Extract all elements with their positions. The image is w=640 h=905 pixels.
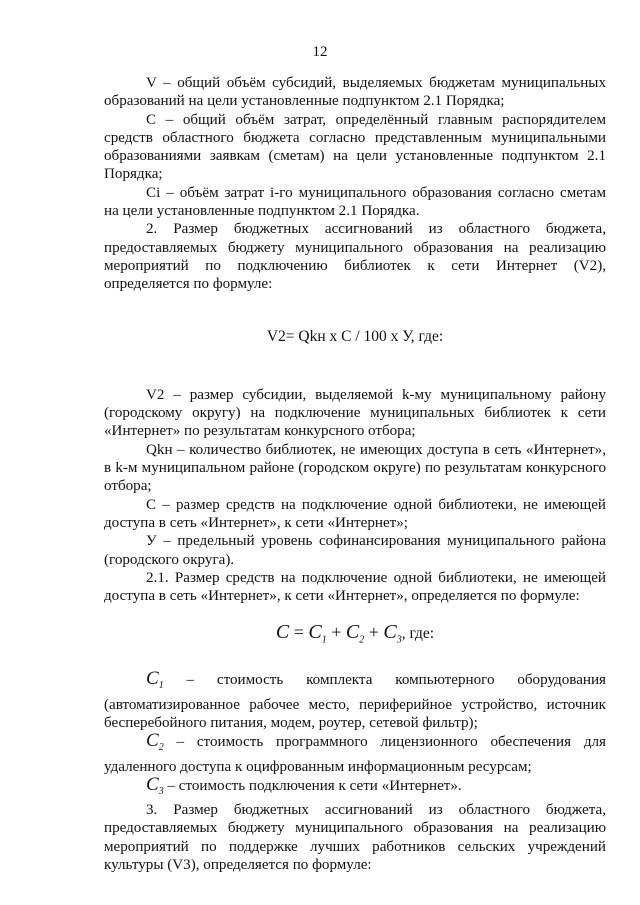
paragraph-section-2: 2. Размер бюджетных ассигнований из областного бюджета, предоставляемых бюджету муниципального образования на реализацию мероприятий по подключению библиотек к сети Интернет (V2), определяется по формуле:	[104, 221, 606, 293]
symbol-c2: C	[146, 730, 159, 752]
page-number: 12	[312, 44, 328, 60]
formula-v2: V2= Qkн х С / 100 х У, где:	[266, 327, 444, 345]
paragraph-ci-definition: Сi – объём затрат i-го муниципального образования согласно сметам на цели установленные подпунктом 2.1 Порядка.	[104, 184, 606, 220]
paragraph-v2-definition: V2 – размер субсидии, выделяемой k-му муниципальному району (городскому округу) на подключение муниципальных библиотек к сети «Интернет» по результатам конкурсного отбора;	[104, 386, 606, 440]
symbol-c1: C	[146, 668, 159, 690]
symbol-c1-sub: 1	[158, 680, 164, 692]
formula-c1: C	[308, 621, 322, 644]
formula-c-sum	[104, 623, 606, 650]
paragraph-c-size-definition: С – размер средств на подключение одной библиотеки, не имеющей доступа в сеть «Интернет», к сети «Интернет»;	[104, 496, 606, 531]
formula-equals: =	[289, 622, 309, 643]
paragraph-section-2-1: 2.1. Размер средств на подключение одной библиотеки, не имеющей доступа в сеть «Интернет», к сети «Интернет», определяется по формуле:	[104, 569, 606, 605]
document-body	[104, 74, 606, 874]
paragraph-qkn-definition: Qkн – количество библиотек, не имеющих доступа в сеть «Интернет», в k-м муниципальном районе (городском округе) по результатам конкурсного отбора;	[104, 441, 606, 495]
paragraph-u-definition: У – предельный уровень софинансирования муниципального района (городского округа).	[104, 533, 606, 568]
formula-c3-sub: 3	[396, 635, 402, 647]
formula-tail: , где:	[401, 625, 435, 643]
definition-c3	[104, 773, 606, 801]
symbol-c2-sub: 2	[158, 742, 164, 754]
formula-plus-1: +	[326, 622, 346, 643]
symbol-c3: C	[146, 773, 159, 795]
paragraph-c-definition: С – общий объём затрат, определённый главным распорядителем средств областного бюджета согласно представленным муниципальными образованиями заявкам (сметам) на цели установленные подпунктом 2.1 Порядка;	[104, 111, 606, 183]
definition-c3-text: – стоимость подключения к сети «Интернет».	[163, 777, 462, 794]
definition-c1-text: – стоимость комплекта компьютерного оборудования (автоматизированное рабочее место, периферийное устройство, источник бесперебойного питания, модем, роутер, сетевой фильтр);	[104, 672, 606, 731]
formula-c2: C	[345, 621, 360, 644]
definition-c2-text: – стоимость программного лицензионного обеспечения для удаленного доступа к оцифрованным информационным ресурсам;	[104, 734, 606, 775]
formula-c2-sub: 2	[359, 635, 365, 647]
formula-c-lhs: C	[275, 621, 290, 644]
formula-plus-2: +	[364, 622, 384, 643]
formula-c1-sub: 1	[321, 635, 327, 647]
paragraph-section-3: 3. Размер бюджетных ассигнований из областного бюджета, предоставляемых бюджету муниципального образования на реализацию мероприятий по поддержке лучших работников сельских учреждений культуры (V3), определяется по формуле:	[104, 802, 606, 874]
definition-c2	[104, 732, 606, 776]
symbol-c3-sub: 3	[158, 785, 164, 797]
definition-c1	[104, 670, 606, 732]
paragraph-v-definition: V – общий объём субсидий, выделяемых бюджетам муниципальных образований на цели установленные подпунктом 2.1 Порядка;	[104, 75, 606, 110]
formula-c3: C	[383, 621, 397, 644]
